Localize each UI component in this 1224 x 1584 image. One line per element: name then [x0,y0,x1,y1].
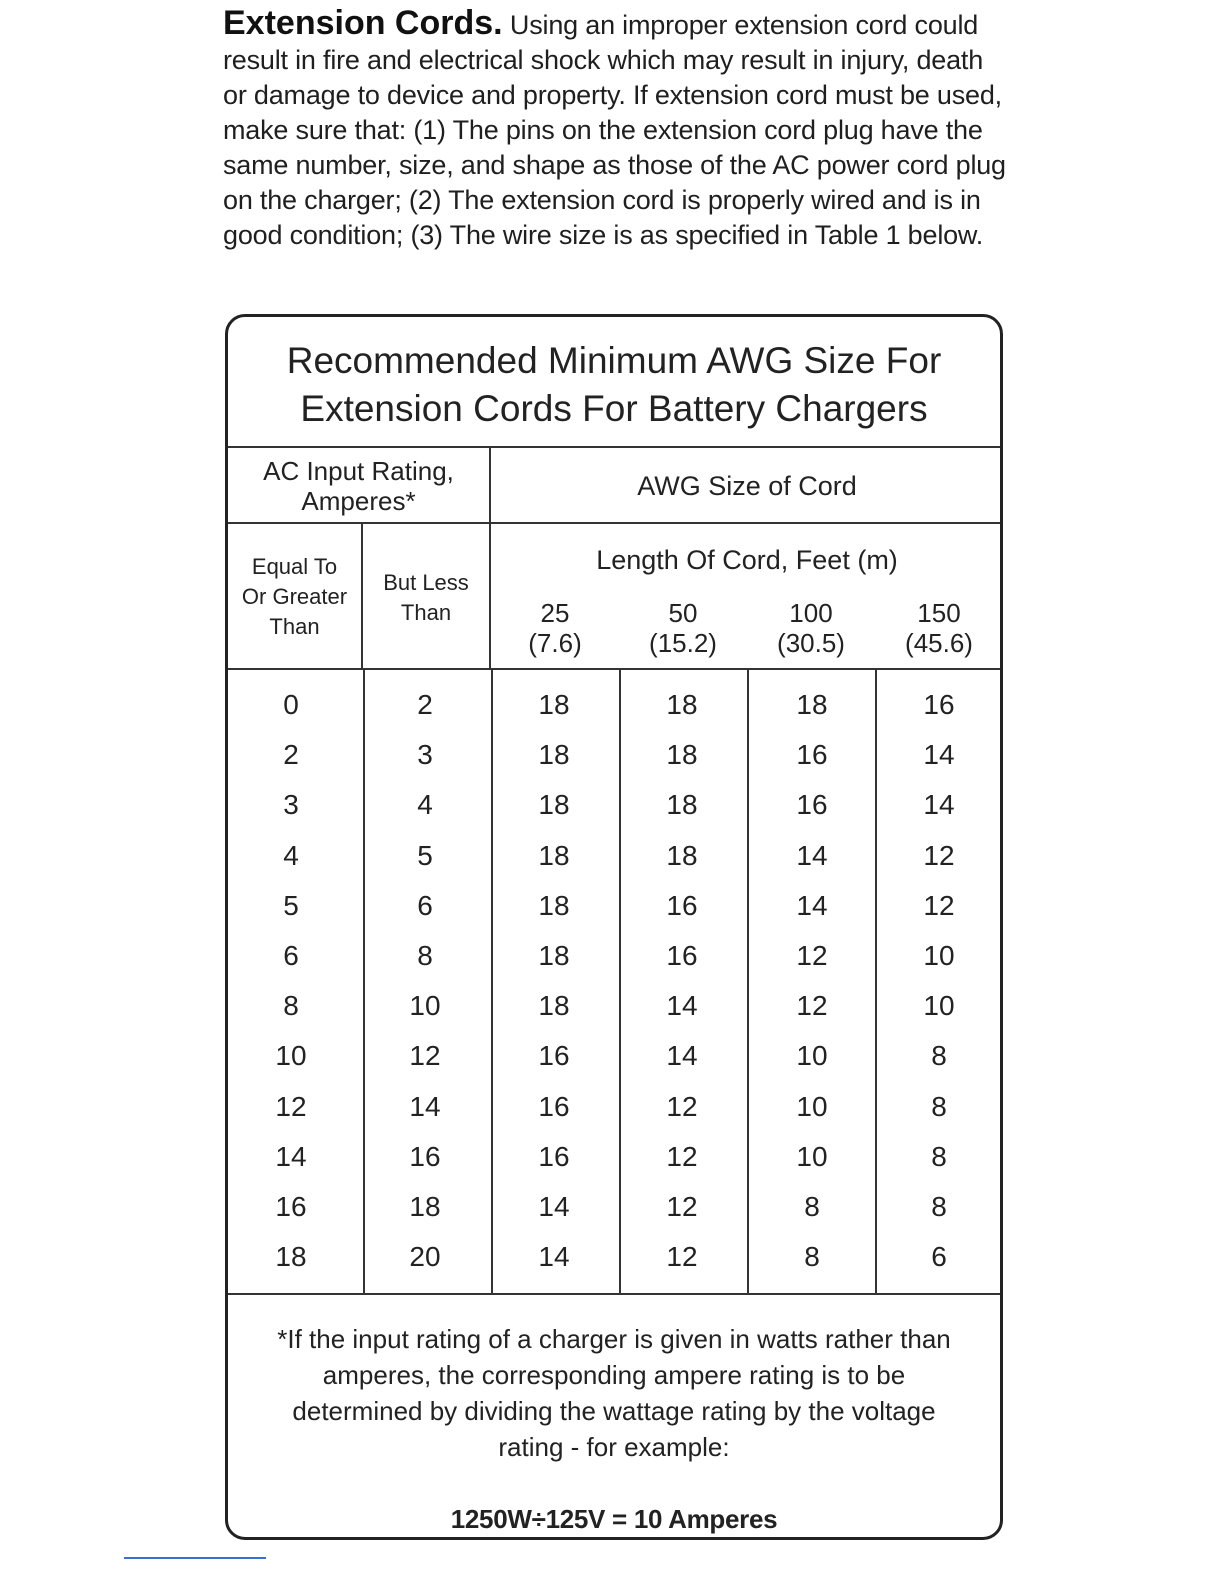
table-body [228,670,1000,1293]
awg-cell: 10 [923,940,955,971]
awg-cell: 18 [796,689,828,720]
awg-cell: 12 [666,1191,698,1222]
table-row [228,1031,1000,1081]
awg-cell: 16 [666,889,698,921]
ac-input-header [228,448,491,524]
awg-cell: 18 [538,940,570,971]
footnote [228,1293,1000,1540]
awg-cell: 16 [538,1140,570,1172]
awg-cell: 16 [796,789,828,821]
amperage-cell: 20 [409,1241,441,1273]
intro-text: Using an improper extension cord could result in fire and electrical shock which may result in injury, death or damage to device and property. If extension cord must be used, make sure that: (1) The pins on the extension cord plug have the same number, size, and shape as those of the AC power cord plug on the charger; (2) The extension cord is properly wired and is in good condition; (3) The wire size is as specified in Table 1 below. [223,10,1006,250]
amperage-cell: 2 [417,689,433,720]
link-underline [124,1557,266,1559]
equal-or-greater-header [228,524,363,670]
awg-cell: 18 [538,789,570,821]
amperage-cell: 18 [409,1191,441,1222]
awg-cell: 16 [538,1090,570,1122]
length-m: (15.2) [649,628,717,658]
table-row [228,831,1000,881]
ac-input-header-line1: AC Input Rating, [263,456,454,486]
awg-cell: 14 [538,1241,570,1273]
length-m: (45.6) [905,628,973,658]
awg-cell: 8 [931,1090,947,1122]
length-ft: 100 [789,598,833,628]
amperage-cell: 10 [409,990,441,1022]
awg-cell: 14 [538,1191,570,1222]
intro-paragraph [223,6,1013,253]
length-of-cord-header: Length Of Cord, Feet (m) [596,545,898,575]
awg-table-panel [225,314,1003,1540]
table-title [228,317,1000,448]
amperage-cell: 8 [417,940,433,971]
header-line: Than [400,600,452,625]
amperage-cell: 3 [283,789,299,821]
amperage-cell: 6 [283,940,299,971]
awg-cell: 14 [923,739,955,771]
amperage-cell: 18 [275,1241,307,1273]
awg-cell: 12 [796,940,828,971]
length-150-header [875,596,1003,670]
less-than-header [363,524,491,670]
table-row [228,1132,1000,1182]
amperage-cell: 10 [275,1040,307,1072]
length-ft: 25 [540,598,570,628]
table-row [228,780,1000,830]
amperage-cell: 5 [283,889,299,921]
amperage-cell: 4 [283,839,299,871]
amperage-cell: 14 [409,1090,441,1122]
table-title-line2: Extension Cords For Battery Chargers [300,388,928,429]
length-ft: 50 [668,598,698,628]
amperage-cell: 6 [417,889,433,921]
amperage-cell: 16 [409,1140,441,1172]
table-row [228,931,1000,981]
awg-cell: 12 [796,990,828,1022]
footnote-text: *If the input rating of a charger is given in watts rather than amperes, the corresponding ampere rating is to be determined by dividing the wattage rating by the voltage rating - for example: [277,1324,951,1462]
amperage-cell: 8 [283,990,299,1022]
example-formula: 1250W÷125V = 10 Amperes [450,1504,778,1534]
amperage-cell: 12 [409,1040,441,1072]
length-ft: 150 [917,598,961,628]
awg-cell: 12 [666,1140,698,1172]
awg-cell: 8 [804,1191,820,1222]
awg-cell: 12 [666,1241,698,1273]
awg-cell: 18 [538,739,570,771]
awg-size-header: AWG Size of Cord [491,448,1003,524]
awg-cell: 12 [923,839,955,871]
length-m: (30.5) [777,628,845,658]
ac-input-header-line2: Amperes* [301,486,416,516]
awg-cell: 10 [796,1040,828,1072]
length-m: (7.6) [528,628,582,658]
amperage-cell: 14 [275,1140,307,1172]
table-row [228,881,1000,931]
awg-cell: 10 [796,1090,828,1122]
awg-cell: 16 [796,739,828,771]
awg-cell: 10 [923,990,955,1022]
amperage-cell: 5 [417,839,433,871]
awg-cell: 18 [538,839,570,871]
awg-cell: 18 [538,689,570,720]
awg-cell: 12 [666,1090,698,1122]
length-25-header [491,596,619,670]
awg-cell: 8 [931,1140,947,1172]
awg-cell: 18 [666,789,698,821]
awg-cell: 8 [931,1040,947,1072]
awg-cell: 14 [796,839,828,871]
table-row [228,730,1000,780]
table-row [228,1182,1000,1232]
awg-cell: 18 [666,689,698,720]
awg-cell: 14 [666,1040,698,1072]
amperage-cell: 2 [283,739,299,771]
table-title-line1: Recommended Minimum AWG Size For [286,340,942,381]
awg-cell: 18 [666,839,698,871]
awg-cell: 16 [538,1040,570,1072]
awg-cell: 10 [796,1140,828,1172]
intro-lead: Extension Cords. [223,4,503,42]
table-row [228,1232,1000,1282]
amperage-cell: 0 [283,689,299,720]
amperage-cell: 12 [275,1090,307,1122]
length-50-header [619,596,747,670]
awg-cell: 18 [538,889,570,921]
header-line: Or Greater [241,584,348,609]
amperage-cell: 16 [275,1191,307,1222]
table-row [228,981,1000,1031]
awg-cell: 18 [666,739,698,771]
table-row [228,1082,1000,1132]
awg-cell: 14 [923,789,955,821]
awg-cell: 16 [666,940,698,971]
awg-cell: 16 [923,689,955,720]
table-row [228,680,1000,730]
header-line: But Less [383,570,469,595]
awg-cell: 18 [538,990,570,1022]
amperage-cell: 4 [417,789,433,821]
header-line: Than [269,614,320,639]
awg-cell: 8 [804,1241,820,1273]
amperage-cell: 3 [417,739,433,771]
awg-cell: 12 [923,889,955,921]
awg-cell: 8 [931,1191,947,1222]
header-line: Equal To [251,554,338,579]
length-100-header [747,596,875,670]
awg-cell: 6 [931,1241,947,1273]
awg-cell: 14 [666,990,698,1022]
awg-cell: 14 [796,889,828,921]
